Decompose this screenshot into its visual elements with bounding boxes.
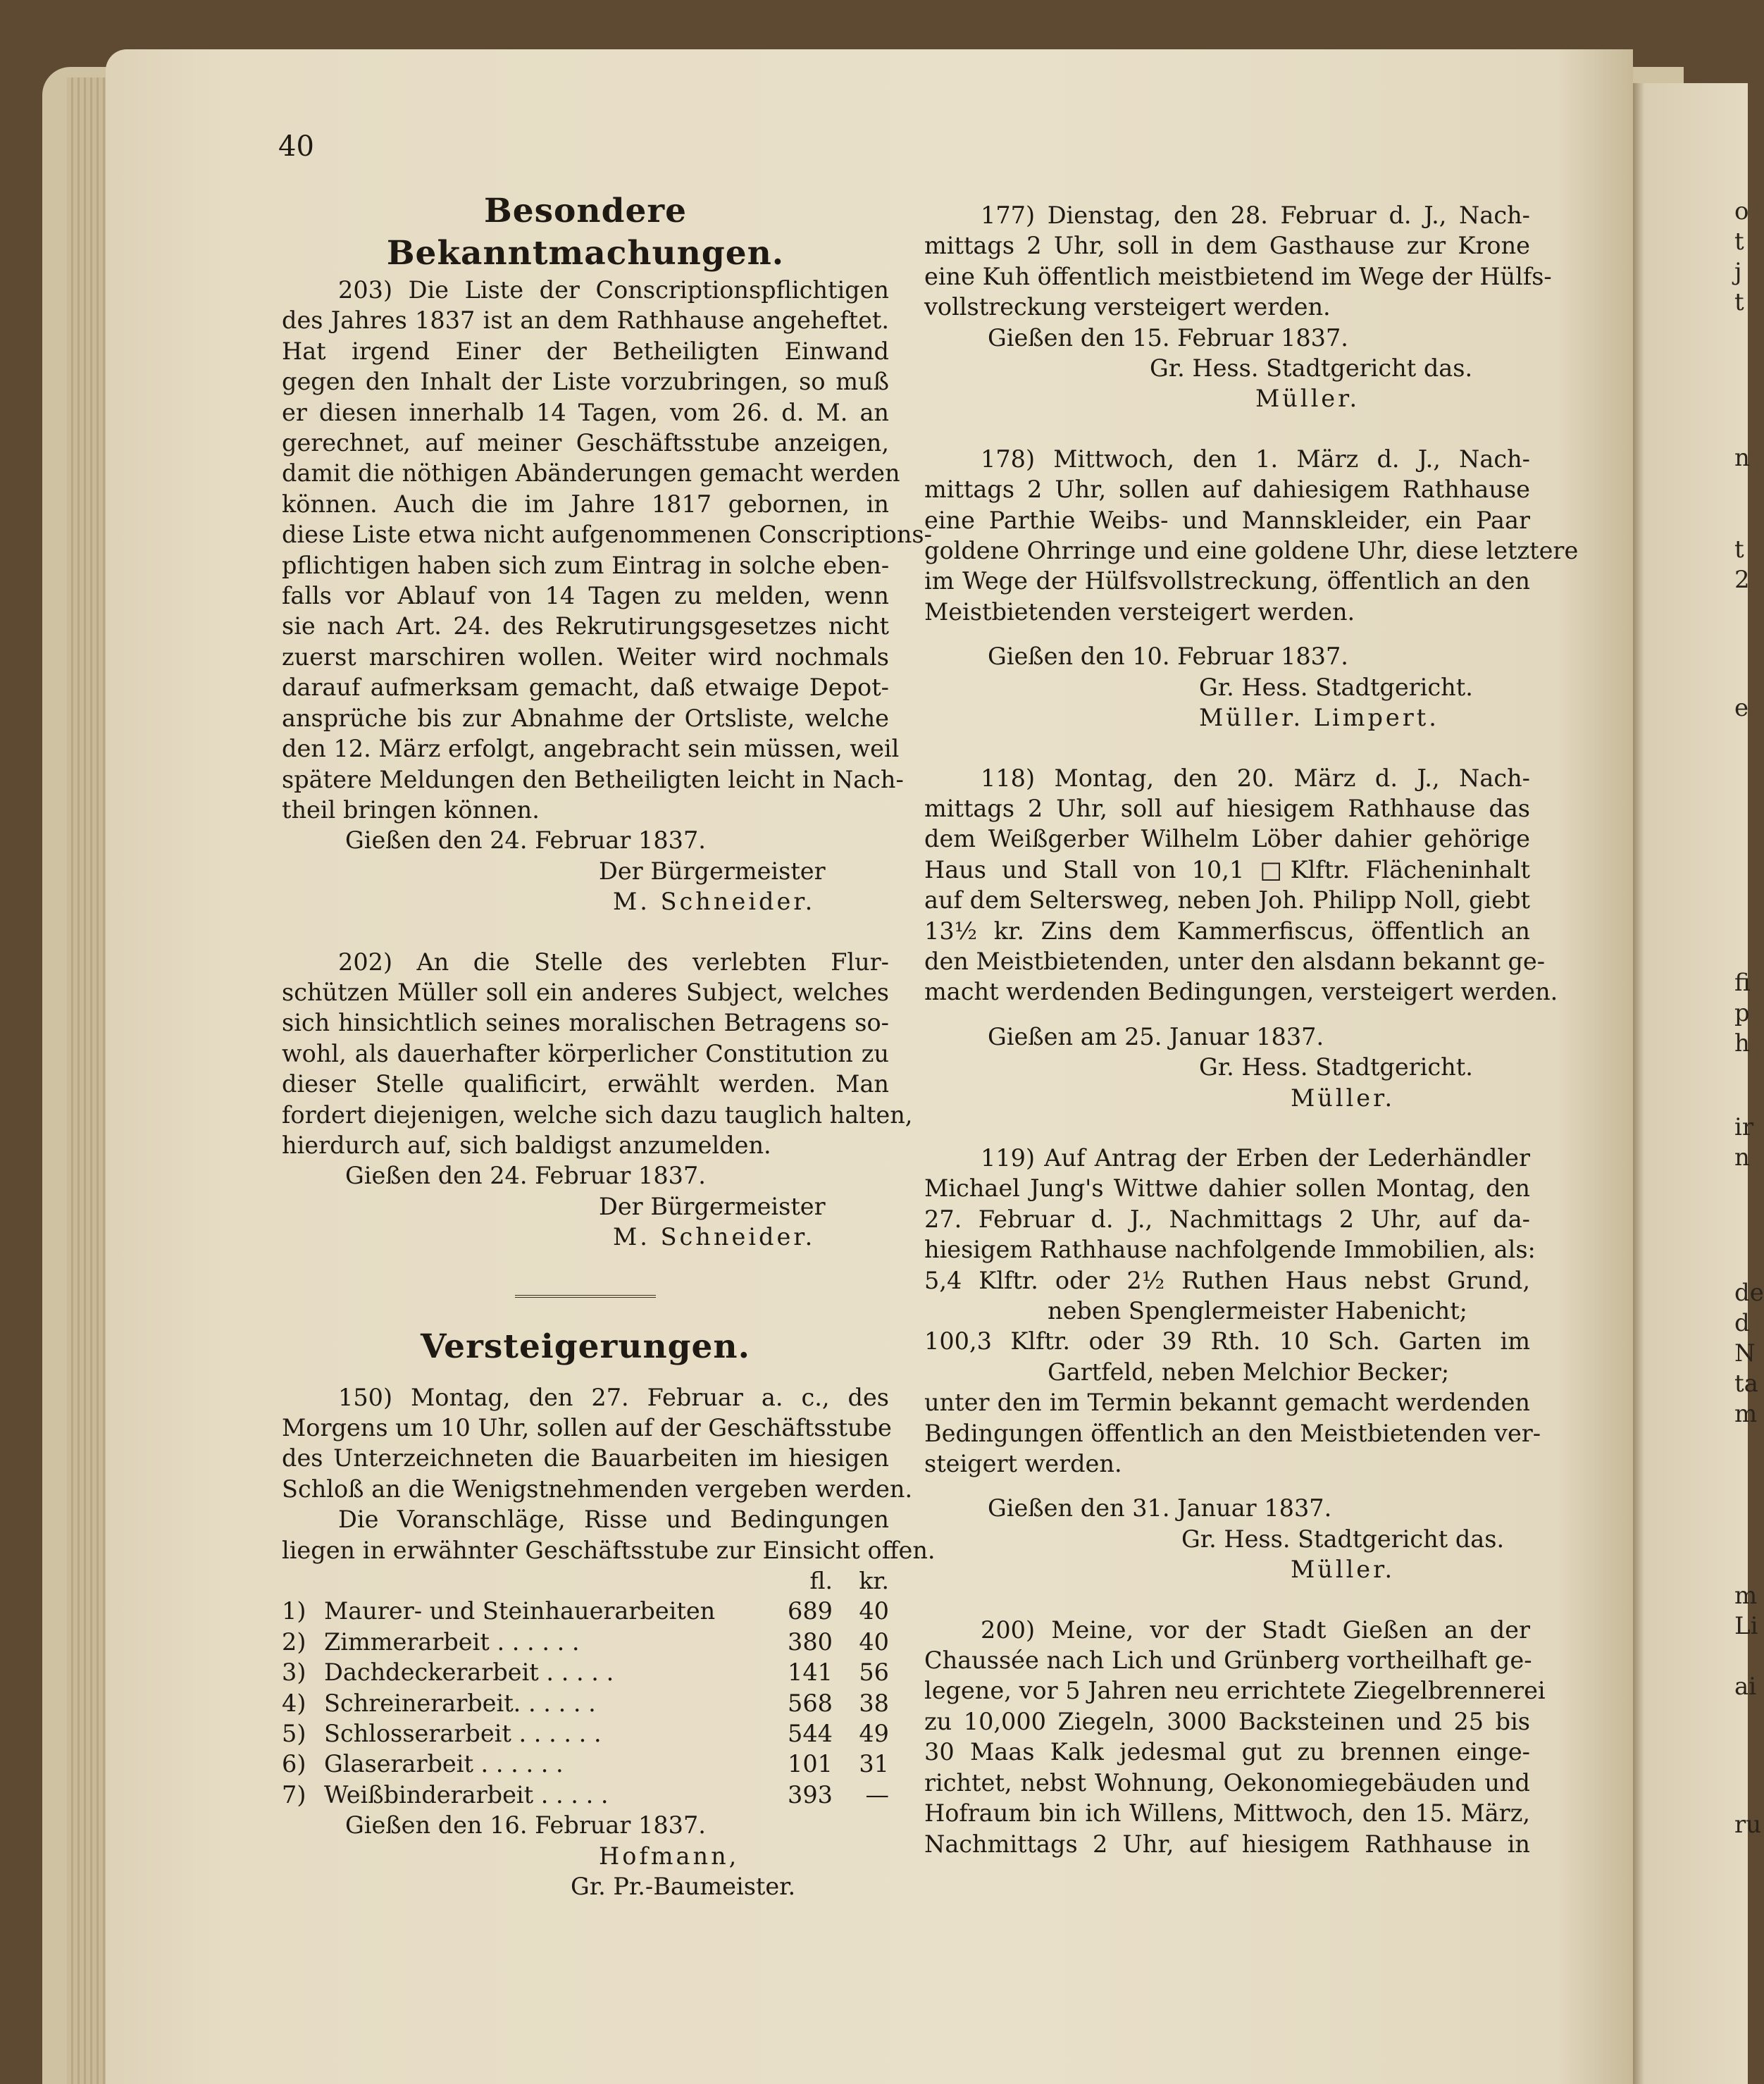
notice-line: schützen Müller soll ein anderes Subject, welches bbox=[282, 978, 889, 1006]
notice-signature-title: Der Bürgermeister bbox=[599, 857, 826, 885]
notice-line: gegen den Inhalt der Liste vorzubringen, so muß bbox=[282, 368, 889, 396]
notice-line: sich hinsichtlich seines moralischen Betragens so- bbox=[282, 1009, 889, 1037]
notice-line: den 12. März erfolgt, angebracht sein müssen, weil bbox=[282, 735, 900, 763]
notice-line: 100,3 Klftr. oder 39 Rth. 10 Sch. Garten im bbox=[924, 1327, 1530, 1356]
notice-line: mittags 2 Uhr, sollen auf dahiesigem Rathhause bbox=[924, 476, 1530, 504]
notice-line: ansprüche bis zur Abnahme der Ortsliste, welche bbox=[282, 704, 889, 732]
item-label: Maurer- und Steinhauerarbeiten bbox=[324, 1597, 716, 1625]
next-page-fragment: e bbox=[1734, 694, 1749, 722]
notice-place-date: Gießen den 31. Januar 1837. bbox=[988, 1494, 1332, 1522]
item-number: 6) bbox=[282, 1750, 306, 1778]
notice-line: 150) Montag, den 27. Februar a. c., des bbox=[338, 1383, 889, 1411]
page-number: 40 bbox=[278, 130, 314, 163]
notice-signature-name: Müller. Limpert. bbox=[1199, 704, 1439, 732]
item-fl: 393 bbox=[788, 1780, 833, 1809]
notice-line: 200) Meine, vor der Stadt Gießen an der bbox=[981, 1615, 1530, 1644]
cost-row bbox=[282, 1718, 889, 1749]
item-label: Schreinerarbeit. . . . . . bbox=[324, 1689, 596, 1717]
notice-line: er diesen innerhalb 14 Tagen, vom 26. d. M. an bbox=[282, 398, 889, 426]
cost-row bbox=[282, 1627, 889, 1657]
item-fl: 141 bbox=[788, 1658, 833, 1687]
next-page-fragment: t bbox=[1734, 228, 1744, 256]
item-fl: 544 bbox=[788, 1720, 833, 1748]
item-fl: 380 bbox=[788, 1627, 833, 1656]
notice-line: Morgens um 10 Uhr, sollen auf der Geschäftsstube bbox=[282, 1414, 892, 1441]
notice-line: zuerst marschiren wollen. Weiter wird nochmals bbox=[282, 643, 889, 671]
notice-line: 119) Auf Antrag der Erben der Lederhändler bbox=[981, 1143, 1530, 1172]
notice-line: Die Voranschläge, Risse und Bedingungen bbox=[338, 1506, 889, 1534]
next-page-fragment: j bbox=[1734, 258, 1742, 286]
cost-row bbox=[282, 1688, 889, 1718]
notice-signature-title: Gr. Hess. Stadtgericht das. bbox=[1150, 354, 1473, 383]
cost-row bbox=[282, 1596, 889, 1626]
item-label: Weißbinderarbeit . . . . . bbox=[324, 1780, 609, 1809]
notice-line: gerechnet, auf meiner Geschäftsstube anzeigen, bbox=[282, 429, 889, 457]
heading-versteigerungen: Versteigerungen. bbox=[421, 1327, 750, 1366]
notice-line: vollstreckung versteigert werden. bbox=[924, 293, 1331, 321]
left-column bbox=[282, 190, 936, 1902]
cost-table bbox=[282, 1565, 889, 1810]
next-page-fragment: m bbox=[1734, 1582, 1758, 1610]
next-page-fragment: h bbox=[1734, 1029, 1750, 1057]
next-page-fragment: m bbox=[1734, 1400, 1758, 1428]
notice-place-date: Gießen am 25. Januar 1837. bbox=[988, 1022, 1324, 1050]
notice-202 bbox=[282, 947, 913, 1253]
column-fl: fl. bbox=[809, 1567, 833, 1595]
section-divider bbox=[515, 1295, 656, 1298]
notice-line: wohl, als dauerhafter körperlicher Constitution zu bbox=[282, 1039, 889, 1067]
item-kr: 38 bbox=[859, 1689, 889, 1717]
notice-line: Nachmittags 2 Uhr, auf hiesigem Rathhause in bbox=[924, 1830, 1530, 1858]
notice-line: 30 Maas Kalk jedesmal gut zu brennen einge- bbox=[924, 1738, 1530, 1766]
notice-178 bbox=[924, 444, 1579, 733]
cost-row bbox=[282, 1657, 889, 1687]
notice-line: eine Parthie Weibs- und Mannskleider, ein Paar bbox=[924, 506, 1530, 534]
notice-signature-name: Müller. bbox=[1291, 1556, 1396, 1584]
notice-line: des Jahres 1837 ist an dem Rathhause angeheftet. bbox=[282, 306, 889, 335]
notice-signature-name: Müller. bbox=[1291, 1084, 1396, 1112]
notice-line: können. Auch die im Jahre 1817 gebornen, in bbox=[282, 490, 889, 518]
notice-line: dieser Stelle qualificirt, erwählt werden. Man bbox=[282, 1070, 889, 1098]
item-label: Dachdeckerarbeit . . . . . bbox=[324, 1658, 614, 1687]
notice-line: steigert werden. bbox=[924, 1450, 1122, 1478]
item-number: 7) bbox=[282, 1780, 306, 1809]
next-page-edge bbox=[1633, 83, 1748, 2084]
notice-line: zu 10,000 Ziegeln, 3000 Backsteinen und 25 bis bbox=[924, 1707, 1530, 1735]
notice-150 bbox=[282, 1382, 936, 1902]
notice-line: liegen in erwähnter Geschäftsstube zur Einsicht offen. bbox=[282, 1536, 936, 1564]
notice-place-date: Gießen den 10. Februar 1837. bbox=[988, 643, 1348, 671]
next-page-fragment: N bbox=[1734, 1339, 1756, 1367]
notice-signature-title: Gr. Hess. Stadtgericht. bbox=[1199, 673, 1473, 701]
notice-line: falls vor Ablauf von 14 Tagen zu melden, wenn bbox=[282, 582, 889, 610]
item-kr: 31 bbox=[859, 1750, 889, 1778]
notice-line: Hat irgend Einer der Betheiligten Einwand bbox=[282, 337, 889, 365]
notice-line: darauf aufmerksam gemacht, daß etwaige Depot- bbox=[282, 674, 889, 702]
next-page-fragment: t bbox=[1734, 288, 1744, 316]
notice-place-date: Gießen den 15. Februar 1837. bbox=[988, 323, 1348, 352]
next-page-fragment: Li bbox=[1734, 1612, 1758, 1640]
notice-line: 5,4 Klftr. oder 2½ Ruthen Haus nebst Grund, bbox=[924, 1266, 1530, 1294]
notice-200 bbox=[924, 1615, 1546, 1859]
next-page-fragment: d bbox=[1734, 1309, 1750, 1337]
notice-signature-title: Der Bürgermeister bbox=[599, 1192, 826, 1220]
next-page-fragment: ir bbox=[1734, 1113, 1754, 1141]
notice-line: damit die nöthigen Abänderungen gemacht werden bbox=[282, 459, 900, 488]
notice-line: Bedingungen öffentlich an den Meistbietenden ver- bbox=[924, 1419, 1541, 1447]
notice-line: 27. Februar d. J., Nachmittags 2 Uhr, auf da- bbox=[924, 1205, 1530, 1233]
item-kr: — bbox=[865, 1780, 889, 1809]
item-label: Zimmerarbeit . . . . . . bbox=[324, 1627, 580, 1656]
next-page-fragment: p bbox=[1734, 999, 1750, 1027]
next-page-fragment: t bbox=[1734, 535, 1744, 564]
notice-line: goldene Ohrringe und eine goldene Uhr, diese letztere bbox=[924, 537, 1579, 565]
item-number: 2) bbox=[282, 1627, 306, 1656]
right-column bbox=[924, 190, 1579, 1859]
item-kr: 56 bbox=[859, 1658, 889, 1687]
next-page-fragment: ru bbox=[1734, 1811, 1762, 1839]
notice-line: 202) An die Stelle des verlebten Flur- bbox=[338, 948, 889, 976]
heading-besondere-bekanntmachungen: Besondere Bekanntmachungen. bbox=[386, 192, 785, 273]
next-page-fragment: o bbox=[1734, 197, 1749, 225]
notice-line: im Wege der Hülfsvollstreckung, öffentlich an den bbox=[924, 567, 1530, 595]
next-page-fragment: fi bbox=[1734, 969, 1751, 997]
notice-place-date: Gießen den 24. Februar 1837. bbox=[345, 826, 706, 855]
notice-place-date: Gießen den 16. Februar 1837. bbox=[345, 1811, 706, 1840]
notice-line: fordert diejenigen, welche sich dazu tauglich halten, bbox=[282, 1100, 913, 1129]
item-fl: 101 bbox=[788, 1750, 833, 1778]
notice-line: Schloß an die Wenigstnehmenden vergeben werden. bbox=[282, 1475, 913, 1503]
item-number: 3) bbox=[282, 1658, 306, 1687]
notice-line: eine Kuh öffentlich meistbietend im Wege der Hülfs- bbox=[924, 262, 1552, 290]
notice-signature-name: Müller. bbox=[1255, 385, 1360, 413]
notice-line: auf dem Seltersweg, neben Joh. Philipp Noll, giebt bbox=[924, 886, 1530, 914]
notice-signature-title: Gr. Pr.-Baumeister. bbox=[571, 1873, 796, 1901]
notice-line: dem Weißgerber Wilhelm Löber dahier gehörige bbox=[924, 825, 1530, 853]
next-page-fragment: ta bbox=[1734, 1370, 1758, 1398]
item-kr: 40 bbox=[859, 1597, 889, 1625]
next-page-fragment: ai bbox=[1734, 1673, 1757, 1701]
notice-line: den Meistbietenden, unter den alsdann bekannt ge- bbox=[924, 947, 1546, 975]
cost-row bbox=[282, 1749, 889, 1779]
notice-line: Michael Jung's Wittwe dahier sollen Montag, den bbox=[924, 1174, 1530, 1203]
notice-signature-title: Gr. Hess. Stadtgericht. bbox=[1199, 1053, 1473, 1081]
item-number: 5) bbox=[282, 1720, 306, 1748]
notice-118 bbox=[924, 763, 1558, 1113]
notice-line: neben Spenglermeister Habenicht; bbox=[1048, 1297, 1467, 1325]
next-page-fragment: n bbox=[1734, 444, 1750, 472]
notice-line: 203) Die Liste der Conscriptionspflichtigen bbox=[338, 276, 889, 304]
item-label: Schlosserarbeit . . . . . . bbox=[324, 1720, 602, 1748]
notice-line: richtet, nebst Wohnung, Oekonomiegebäuden und bbox=[924, 1768, 1530, 1797]
notice-177 bbox=[924, 200, 1552, 414]
notice-line: sie nach Art. 24. des Rekrutirungsgesetzes nicht bbox=[282, 612, 889, 640]
notice-line: hierdurch auf, sich baldigst anzumelden. bbox=[282, 1131, 771, 1159]
notice-line: 177) Dienstag, den 28. Februar d. J., Nach- bbox=[981, 201, 1530, 229]
notice-signature-name: M. Schneider. bbox=[613, 1223, 816, 1251]
item-label: Glaserarbeit . . . . . . bbox=[324, 1750, 564, 1778]
notice-line: legene, vor 5 Jahren neu errichtete Ziegelbrennerei bbox=[924, 1677, 1546, 1705]
notice-line: unter den im Termin bekannt gemacht werdenden bbox=[924, 1389, 1530, 1417]
item-kr: 49 bbox=[859, 1720, 889, 1748]
notice-line: 13½ kr. Zins dem Kammerfiscus, öffentlich an bbox=[924, 917, 1530, 945]
notice-line: spätere Meldungen den Betheiligten leicht in Nach- bbox=[282, 765, 904, 793]
notice-line: Chaussée nach Lich und Grünberg vortheilhaft ge- bbox=[924, 1646, 1532, 1675]
notice-line: diese Liste etwa nicht aufgenommenen Conscriptions- bbox=[282, 521, 932, 549]
notice-signature-title: Gr. Hess. Stadtgericht das. bbox=[1181, 1525, 1505, 1553]
next-page-fragment: de bbox=[1734, 1279, 1764, 1307]
notice-line: mittags 2 Uhr, soll in dem Gasthause zur Krone bbox=[924, 232, 1530, 260]
notice-line: hiesigem Rathhause nachfolgende Immobilien, als: bbox=[924, 1236, 1536, 1264]
column-kr: kr. bbox=[859, 1567, 889, 1595]
item-number: 4) bbox=[282, 1689, 306, 1717]
next-page-fragment: n bbox=[1734, 1143, 1750, 1172]
item-kr: 40 bbox=[859, 1627, 889, 1656]
notice-line: Meistbietenden versteigert werden. bbox=[924, 597, 1355, 626]
next-page-fragment: 2 bbox=[1734, 566, 1750, 594]
item-number: 1) bbox=[282, 1597, 306, 1625]
notice-place-date: Gießen den 24. Februar 1837. bbox=[345, 1162, 706, 1190]
notice-203 bbox=[282, 275, 932, 917]
cost-row bbox=[282, 1780, 889, 1810]
notice-line: des Unterzeichneten die Bauarbeiten im hiesigen bbox=[282, 1444, 889, 1472]
notice-line: pflichtigen haben sich zum Eintrag in solche eben- bbox=[282, 551, 890, 579]
notice-line: Gartfeld, neben Melchior Becker; bbox=[1048, 1358, 1450, 1386]
notice-line: Hofraum bin ich Willens, Mittwoch, den 15. März, bbox=[924, 1799, 1530, 1828]
notice-signature-name: M. Schneider. bbox=[613, 888, 816, 916]
notice-line: 178) Mittwoch, den 1. März d. J., Nach- bbox=[981, 445, 1530, 473]
notice-line: 118) Montag, den 20. März d. J., Nach- bbox=[981, 764, 1530, 792]
item-fl: 689 bbox=[788, 1597, 833, 1625]
item-fl: 568 bbox=[788, 1689, 833, 1717]
notice-line: mittags 2 Uhr, soll auf hiesigem Rathhause das bbox=[924, 794, 1530, 822]
notice-line: theil bringen können. bbox=[282, 795, 540, 824]
notice-line: Haus und Stall von 10,1 □Klftr. Flächeninhalt bbox=[924, 855, 1530, 883]
notice-signature-name: Hofmann, bbox=[599, 1842, 740, 1870]
notice-119 bbox=[924, 1143, 1541, 1585]
cost-table-header bbox=[282, 1565, 889, 1596]
notice-line: macht werdenden Bedingungen, versteigert werden. bbox=[924, 978, 1558, 1006]
